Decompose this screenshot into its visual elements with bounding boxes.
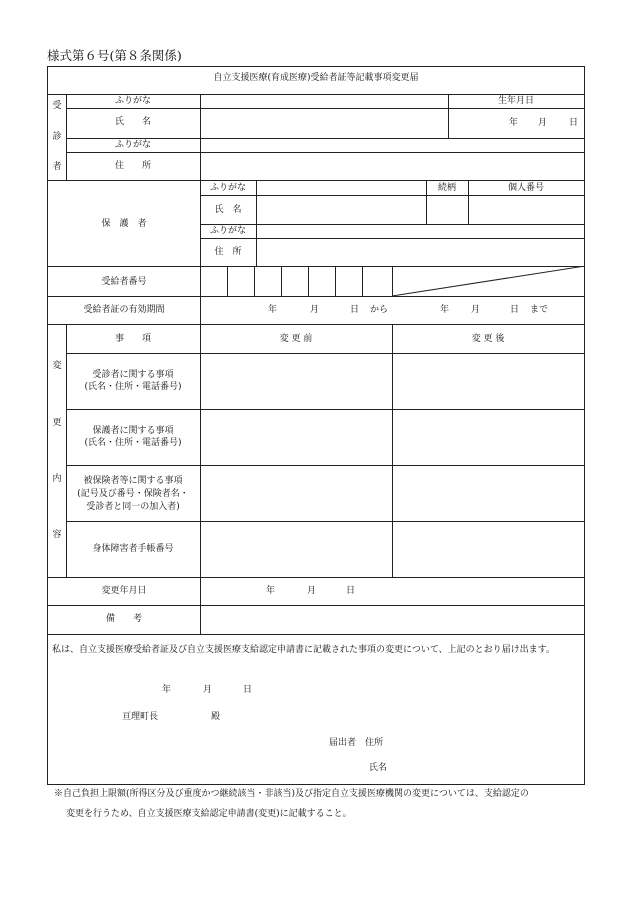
guardian-relation-header: 続柄	[437, 183, 456, 193]
form-number-label: 様式第６号(第８条関係)	[47, 48, 182, 63]
row-line	[66, 108, 585, 109]
validity-to-year: 年	[440, 305, 450, 315]
footnote-line-2: 変更を行うため、自立支援医療支給認定申請書(変更)に記載すること。	[66, 809, 352, 819]
guardian-address-label: 住 所	[214, 247, 242, 257]
change-item-2-line-1: 保護者に関する事項	[92, 426, 174, 436]
addressee-honorific: 殿	[211, 712, 221, 722]
patient-furigana2-label: ふりがな	[114, 140, 151, 150]
col-line	[227, 266, 228, 296]
row-line	[47, 324, 585, 325]
col-line	[362, 266, 363, 296]
recipient-number-label: 受給者番号	[101, 277, 147, 287]
validity-to-day: 日	[510, 305, 520, 315]
col-line	[256, 180, 257, 266]
outer-border-right	[584, 66, 585, 784]
validity-label: 受給者証の有効期間	[83, 305, 165, 315]
row-line	[47, 605, 585, 606]
col-line	[335, 266, 336, 296]
change-date-year: 年	[266, 586, 276, 596]
row-line	[66, 521, 585, 522]
col-line	[200, 266, 201, 296]
col-line	[468, 180, 469, 224]
patient-group-char-3: 者	[52, 162, 62, 172]
birthdate-day: 日	[569, 118, 579, 128]
change-item-3-line-1: 被保険者等に関する事項	[83, 476, 183, 486]
validity-to-suffix: まで	[530, 305, 549, 315]
form-title: 自立支援医療(育成医療)受給者証等記載事項変更届	[213, 73, 419, 83]
change-header-after: 変 更 後	[471, 334, 505, 344]
row-line	[66, 465, 585, 466]
addressee: 亘理町長	[122, 712, 159, 722]
patient-furigana-label: ふりがな	[114, 96, 151, 106]
submitter-address-label: 届出者 住所	[329, 738, 384, 748]
guardian-name-label: 氏 名	[214, 205, 242, 215]
change-item-1-line-1: 受診者に関する事項	[92, 370, 174, 380]
row-line	[47, 94, 585, 95]
col-line	[200, 324, 201, 577]
outer-border-bottom	[47, 784, 585, 785]
declaration-month: 月	[203, 685, 213, 695]
change-header-before: 変 更 前	[279, 334, 313, 344]
guardian-furigana2-label: ふりがな	[209, 226, 246, 236]
remarks-label: 備 考	[105, 614, 142, 624]
guardian-label: 保 護 者	[101, 219, 147, 229]
recipient-number-diagonal	[392, 266, 585, 297]
change-header-item: 事 項	[114, 334, 151, 344]
col-line	[200, 180, 201, 266]
row-line	[47, 577, 585, 578]
row-line	[47, 180, 585, 181]
validity-from-suffix: から	[370, 305, 389, 315]
row-line	[200, 238, 585, 239]
col-line	[200, 94, 201, 180]
change-item-3-line-2: (記号及び番号・保険者名・	[77, 489, 189, 499]
validity-from-year: 年	[268, 305, 278, 315]
declaration-day: 日	[243, 685, 253, 695]
row-line	[200, 195, 585, 196]
change-side-char-3: 内	[52, 474, 62, 484]
col-line	[281, 266, 282, 296]
change-item-2-line-2: (氏名・住所・電話番号)	[84, 438, 182, 448]
patient-name-label: 氏 名	[114, 117, 151, 127]
validity-to-month: 月	[471, 305, 481, 315]
patient-group-char-1: 受	[52, 101, 62, 111]
outer-border-left	[47, 66, 48, 784]
change-item-1-line-2: (氏名・住所・電話番号)	[84, 382, 182, 392]
row-line	[47, 634, 585, 635]
change-side-char-4: 容	[52, 530, 62, 540]
col-line	[200, 577, 201, 634]
patient-address-label: 住 所	[114, 161, 151, 171]
guardian-id-header: 個人番号	[507, 183, 544, 193]
col-line	[426, 180, 427, 224]
row-line	[66, 152, 585, 153]
guardian-furigana-label: ふりがな	[209, 183, 246, 193]
col-line	[66, 324, 67, 577]
change-date-month: 月	[307, 586, 317, 596]
col-line	[66, 94, 67, 180]
change-side-char-2: 更	[52, 418, 62, 428]
validity-from-day: 日	[350, 305, 360, 315]
row-line	[200, 224, 585, 225]
change-date-label: 変更年月日	[101, 586, 147, 596]
col-line	[392, 324, 393, 577]
row-line	[66, 409, 585, 410]
change-item-4-line-1: 身体障害者手帳番号	[92, 544, 174, 554]
row-line	[66, 353, 585, 354]
validity-from-month: 月	[310, 305, 320, 315]
outer-border-top	[47, 66, 585, 67]
birthdate-year: 年	[509, 118, 519, 128]
change-item-3-line-3: 受診者と同一の加入者)	[86, 502, 180, 512]
col-line	[308, 266, 309, 296]
col-line	[448, 94, 449, 138]
birthdate-month: 月	[538, 118, 548, 128]
birthdate-header: 生年月日	[497, 96, 534, 106]
declaration-text: 私は、自立支援医療受給者証及び自立支援医療支給認定申請書に記載された事項の変更について、上記のとおり届け出ます。	[52, 645, 555, 655]
row-line	[66, 138, 585, 139]
patient-group-char-2: 診	[52, 132, 62, 142]
declaration-year: 年	[162, 685, 172, 695]
col-line	[254, 266, 255, 296]
footnote-line-1: ※自己負担上限額(所得区分及び重度かつ継続該当・非該当)及び指定自立支援医療機関の変更については、支給認定の	[54, 789, 529, 799]
submitter-name-label: 氏名	[369, 763, 388, 773]
change-side-char-1: 変	[52, 361, 62, 371]
col-line	[200, 296, 201, 324]
change-date-day: 日	[346, 586, 356, 596]
